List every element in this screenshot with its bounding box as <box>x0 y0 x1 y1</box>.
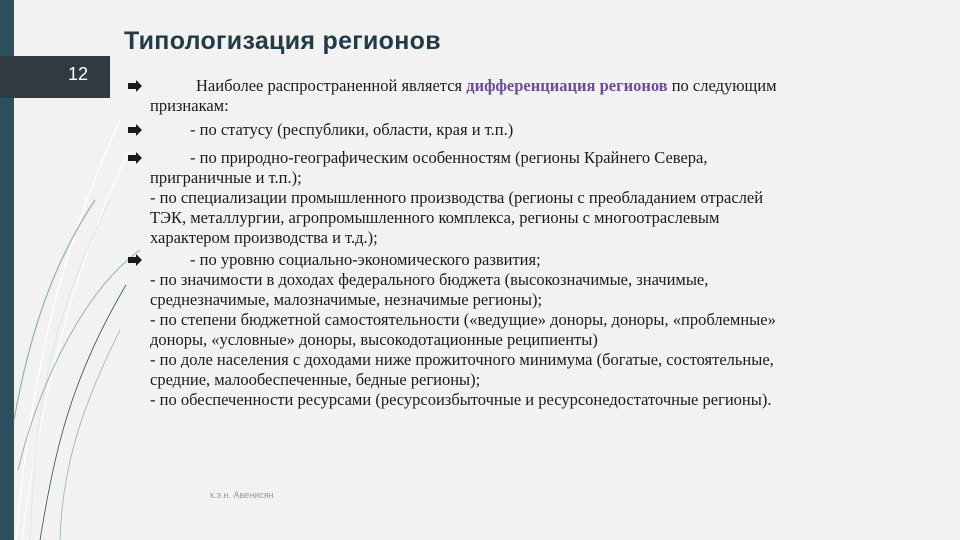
bullet-1-text-pre: Наиболее распространенной является <box>196 76 467 95</box>
bullet-4-line-1: - по уровню социально-экономического развития; <box>190 250 541 269</box>
arrow-bullet-icon <box>128 79 142 93</box>
arrow-bullet-icon <box>128 123 142 137</box>
bullet-3-line-4: ТЭК, металлургии, агропромышленного комплекса, регионы с многоотраслевым <box>150 208 720 227</box>
bullet-3-line-5: характером производства и т.д.); <box>150 228 378 247</box>
bullet-3-line-1: - по природно-географическим особенностям (регионы Крайнего Севера, <box>190 148 708 167</box>
bullet-4-line-5: доноры, «условные» доноры, высокодотационные реципиенты) <box>150 330 598 349</box>
slide-content <box>128 76 928 410</box>
bullet-4-line-4: - по степени бюджетной самостоятельности («ведущие» доноры, доноры, «проблемные» <box>150 310 776 329</box>
bullet-4-line-8: - по обеспеченности ресурсами (ресурсоизбыточные и ресурсонедостаточные регионы). <box>150 390 772 409</box>
bullet-3 <box>128 148 928 248</box>
slide-number-tab <box>0 56 110 98</box>
bullet-2 <box>128 120 928 140</box>
slide-footer: к.э.н. Авенисян <box>210 490 274 500</box>
bullet-1-continuation: признакам: <box>150 96 229 115</box>
bullet-4-line-7: средние, малообеспеченные, бедные регионы); <box>150 370 481 389</box>
arrow-bullet-icon <box>128 151 142 165</box>
bullet-1-text-post: по следующим <box>667 76 777 95</box>
bullet-4 <box>128 250 928 410</box>
bullet-4-line-6: - по доле населения с доходами ниже прожиточного минимума (богатые, состоятельные, <box>150 350 774 369</box>
bullet-1-line <box>150 76 928 96</box>
bullet-3-line-2: приграничные и т.п.); <box>150 168 302 187</box>
arrow-bullet-icon <box>128 253 142 267</box>
bullet-4-line-2: - по значимости в доходах федерального бюджета (высокозначимые, значимые, <box>150 270 709 289</box>
slide-title: Типологизация регионов <box>124 27 441 55</box>
bullet-2-text: - по статусу (республики, области, края и т.п.) <box>190 120 514 139</box>
slide-number: 12 <box>68 64 89 84</box>
bullet-1-highlight: дифференциация регионов <box>466 76 668 95</box>
bullet-4-line-3: среднезначимые, малозначимые, незначимые регионы); <box>150 290 543 309</box>
bullet-1 <box>128 76 928 116</box>
bullet-3-line-3: - по специализации промышленного производства (регионы с преобладанием отраслей <box>150 188 764 207</box>
